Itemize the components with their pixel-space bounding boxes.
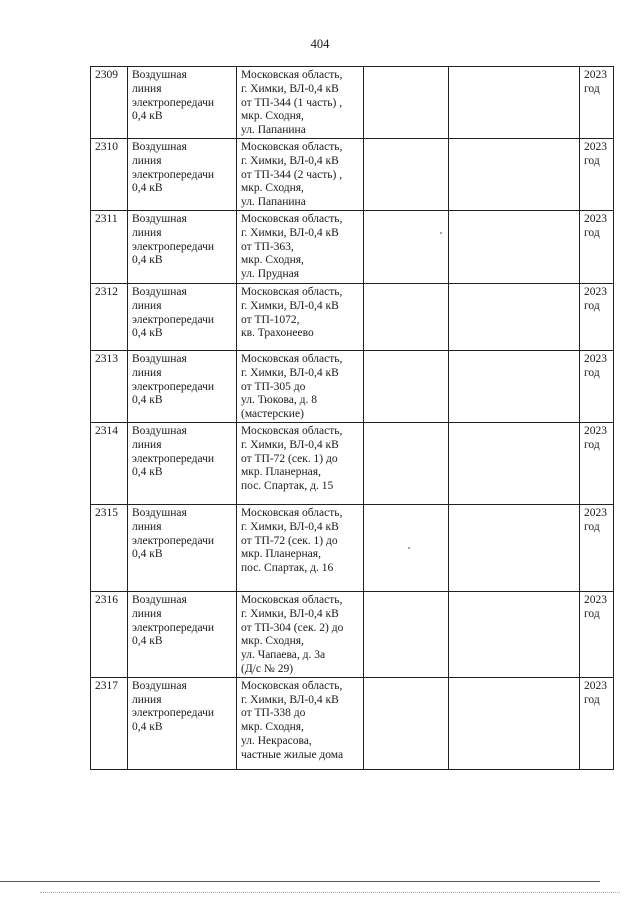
- location-line: Московская область,: [241, 69, 343, 81]
- object-type-line: электропередачи: [132, 707, 215, 720]
- location-cell: [237, 67, 364, 139]
- object-type-cell: [128, 504, 237, 591]
- location-cell: [237, 283, 364, 350]
- year-cell: [580, 67, 614, 139]
- object-type-line: 0,4 кВ: [132, 548, 163, 561]
- object-type-cell: [128, 677, 237, 769]
- location-cell: [237, 210, 364, 283]
- object-type-line: линия: [132, 82, 162, 95]
- empty-cell-1: [364, 422, 449, 504]
- location-line: от ТП-344 (1 часть) ,: [241, 96, 343, 109]
- row-number: 2310: [95, 141, 118, 153]
- object-type-line: электропередачи: [132, 380, 215, 393]
- location-line: ул. Папанина: [241, 196, 306, 209]
- year-line: 2023: [584, 593, 607, 606]
- location-line: г. Химки, ВЛ-0,4 кВ: [241, 520, 339, 533]
- object-type-line: линия: [132, 438, 162, 451]
- year-cell: [580, 210, 614, 283]
- year-line: год: [584, 226, 600, 239]
- year-cell: [580, 677, 614, 769]
- table-row: [91, 677, 614, 769]
- row-number: 2317: [95, 679, 118, 692]
- location-line: от ТП-304 (сек. 2) до: [241, 621, 344, 634]
- object-type-line: Воздушная: [132, 424, 187, 437]
- object-type-cell: [128, 422, 237, 504]
- year-line: год: [584, 520, 600, 533]
- year-line: 2023: [584, 352, 607, 365]
- object-type-line: электропередачи: [132, 534, 215, 547]
- object-type-line: электропередачи: [132, 313, 215, 326]
- row-number-cell: [91, 677, 128, 769]
- location-line: г. Химки, ВЛ-0,4 кВ: [241, 438, 339, 451]
- year-line: 2023: [584, 285, 607, 298]
- row-number: 2313: [95, 352, 118, 365]
- location-line: кв. Трахонеево: [241, 327, 314, 340]
- table-row: [91, 350, 614, 422]
- row-number: 2316: [95, 593, 118, 606]
- location-line: Московская область,: [241, 285, 343, 298]
- row-number: 2309: [95, 69, 118, 81]
- location-line: ул. Некрасова,: [241, 734, 312, 747]
- location-line: г. Химки, ВЛ-0,4 кВ: [241, 82, 339, 95]
- object-type-cell: [128, 591, 237, 677]
- row-number-cell: [91, 283, 128, 350]
- location-cell: [237, 504, 364, 591]
- year-line: год: [584, 82, 600, 95]
- object-type-line: 0,4 кВ: [132, 110, 163, 123]
- location-line: от ТП-72 (сек. 1) до: [241, 534, 338, 547]
- location-line: г. Химки, ВЛ-0,4 кВ: [241, 154, 339, 167]
- scan-speck: [408, 547, 410, 549]
- table-row: [91, 591, 614, 677]
- row-number: 2311: [95, 212, 118, 225]
- location-line: (Д/с № 29): [241, 662, 294, 675]
- object-type-line: линия: [132, 226, 162, 239]
- empty-cell-2: [449, 350, 580, 422]
- location-line: Московская область,: [241, 424, 343, 437]
- empty-cell-1: [364, 677, 449, 769]
- object-type-cell: [128, 139, 237, 211]
- location-line: мкр. Планерная,: [241, 466, 321, 479]
- year-cell: [580, 350, 614, 422]
- location-line: мкр. Сходня,: [241, 635, 304, 648]
- year-line: год: [584, 299, 600, 312]
- empty-cell-2: [449, 677, 580, 769]
- location-cell: [237, 677, 364, 769]
- scan-edge-line: [0, 881, 600, 882]
- object-type-line: электропередачи: [132, 240, 215, 253]
- year-line: 2023: [584, 212, 607, 225]
- location-cell: [237, 591, 364, 677]
- object-type-line: Воздушная: [132, 212, 187, 225]
- empty-cell-2: [449, 139, 580, 211]
- empty-cell-2: [449, 504, 580, 591]
- empty-cell-1: [364, 139, 449, 211]
- empty-cell-1: [364, 350, 449, 422]
- location-line: Московская область,: [241, 679, 343, 692]
- location-line: мкр. Сходня,: [241, 110, 304, 123]
- location-line: ул. Чапаева, д. 3а: [241, 649, 326, 662]
- location-line: Московская область,: [241, 352, 343, 365]
- object-type-line: линия: [132, 299, 162, 312]
- location-line: от ТП-338 до: [241, 707, 306, 720]
- empty-cell-1: [364, 67, 449, 139]
- empty-cell-1: [364, 591, 449, 677]
- location-line: от ТП-1072,: [241, 313, 300, 326]
- object-type-line: 0,4 кВ: [132, 635, 163, 648]
- year-cell: [580, 139, 614, 211]
- object-type-cell: [128, 210, 237, 283]
- row-number: 2312: [95, 285, 118, 298]
- register-body: [91, 67, 614, 770]
- empty-cell-1: [364, 283, 449, 350]
- object-type-cell: [128, 350, 237, 422]
- empty-cell-1: [364, 210, 449, 283]
- object-type-line: 0,4 кВ: [132, 721, 163, 734]
- row-number: 2315: [95, 506, 118, 519]
- empty-cell-1: [364, 504, 449, 591]
- year-cell: [580, 422, 614, 504]
- object-type-line: Воздушная: [132, 679, 187, 692]
- register-table: [90, 66, 614, 770]
- object-type-line: Воздушная: [132, 141, 187, 153]
- location-line: ул. Папанина: [241, 124, 306, 137]
- year-line: 2023: [584, 69, 607, 81]
- empty-cell-2: [449, 591, 580, 677]
- location-cell: [237, 139, 364, 211]
- location-line: от ТП-363,: [241, 240, 294, 253]
- row-number-cell: [91, 591, 128, 677]
- row-number-cell: [91, 139, 128, 211]
- year-line: год: [584, 438, 600, 451]
- table-row: [91, 210, 614, 283]
- object-type-line: Воздушная: [132, 506, 187, 519]
- object-type-line: Воздушная: [132, 352, 187, 365]
- location-line: ул. Прудная: [241, 268, 300, 281]
- location-line: г. Химки, ВЛ-0,4 кВ: [241, 366, 339, 379]
- location-line: Московская область,: [241, 593, 343, 606]
- year-line: 2023: [584, 679, 607, 692]
- object-type-line: электропередачи: [132, 452, 215, 465]
- location-line: мкр. Сходня,: [241, 721, 304, 734]
- empty-cell-2: [449, 283, 580, 350]
- location-line: Московская область,: [241, 506, 343, 519]
- row-number: 2314: [95, 424, 118, 437]
- location-cell: [237, 422, 364, 504]
- location-line: мкр. Сходня,: [241, 182, 304, 195]
- scan-edge-dots: [40, 892, 620, 893]
- location-line: г. Химки, ВЛ-0,4 кВ: [241, 607, 339, 620]
- location-line: ул. Тюкова, д. 8: [241, 394, 318, 407]
- year-line: 2023: [584, 424, 607, 437]
- location-line: г. Химки, ВЛ-0,4 кВ: [241, 226, 339, 239]
- table-row: [91, 67, 614, 139]
- location-line: Московская область,: [241, 141, 343, 153]
- object-type-cell: [128, 67, 237, 139]
- row-number-cell: [91, 210, 128, 283]
- table-row: [91, 283, 614, 350]
- object-type-line: электропередачи: [132, 168, 215, 181]
- empty-cell-2: [449, 67, 580, 139]
- object-type-line: линия: [132, 607, 162, 620]
- row-number-cell: [91, 504, 128, 591]
- object-type-line: 0,4 кВ: [132, 394, 163, 407]
- object-type-line: линия: [132, 366, 162, 379]
- year-line: год: [584, 366, 600, 379]
- location-line: пос. Спартак, д. 15: [241, 480, 334, 493]
- location-line: от ТП-305 до: [241, 380, 306, 393]
- location-line: мкр. Сходня,: [241, 254, 304, 267]
- table-row: [91, 139, 614, 211]
- table-row: [91, 422, 614, 504]
- location-line: от ТП-344 (2 часть) ,: [241, 168, 343, 181]
- year-cell: [580, 591, 614, 677]
- object-type-line: Воздушная: [132, 593, 187, 606]
- object-type-line: 0,4 кВ: [132, 254, 163, 267]
- location-line: Московская область,: [241, 212, 343, 225]
- object-type-line: линия: [132, 520, 162, 533]
- empty-cell-2: [449, 422, 580, 504]
- object-type-line: линия: [132, 693, 162, 706]
- location-line: частные жилые дома: [241, 748, 344, 761]
- object-type-line: электропередачи: [132, 96, 215, 109]
- table-row: [91, 504, 614, 591]
- object-type-line: линия: [132, 154, 162, 167]
- page-number: 404: [310, 37, 330, 51]
- object-type-line: 0,4 кВ: [132, 327, 163, 340]
- object-type-line: 0,4 кВ: [132, 466, 163, 479]
- location-line: от ТП-72 (сек. 1) до: [241, 452, 338, 465]
- year-line: год: [584, 693, 600, 706]
- row-number-cell: [91, 67, 128, 139]
- year-cell: [580, 504, 614, 591]
- object-type-line: Воздушная: [132, 285, 187, 298]
- location-cell: [237, 350, 364, 422]
- object-type-line: 0,4 кВ: [132, 182, 163, 195]
- object-type-line: электропередачи: [132, 621, 215, 634]
- location-line: г. Химки, ВЛ-0,4 кВ: [241, 299, 339, 312]
- location-line: г. Химки, ВЛ-0,4 кВ: [241, 693, 339, 706]
- empty-cell-2: [449, 210, 580, 283]
- row-number-cell: [91, 422, 128, 504]
- year-cell: [580, 283, 614, 350]
- location-line: мкр. Планерная,: [241, 548, 321, 561]
- row-number-cell: [91, 350, 128, 422]
- year-line: 2023: [584, 141, 607, 153]
- year-line: год: [584, 607, 600, 620]
- location-line: (мастерские): [241, 408, 304, 421]
- year-line: год: [584, 154, 600, 167]
- location-line: пос. Спартак, д. 16: [241, 562, 334, 575]
- object-type-cell: [128, 283, 237, 350]
- year-line: 2023: [584, 506, 607, 519]
- object-type-line: Воздушная: [132, 69, 187, 81]
- scan-speck: [440, 232, 442, 234]
